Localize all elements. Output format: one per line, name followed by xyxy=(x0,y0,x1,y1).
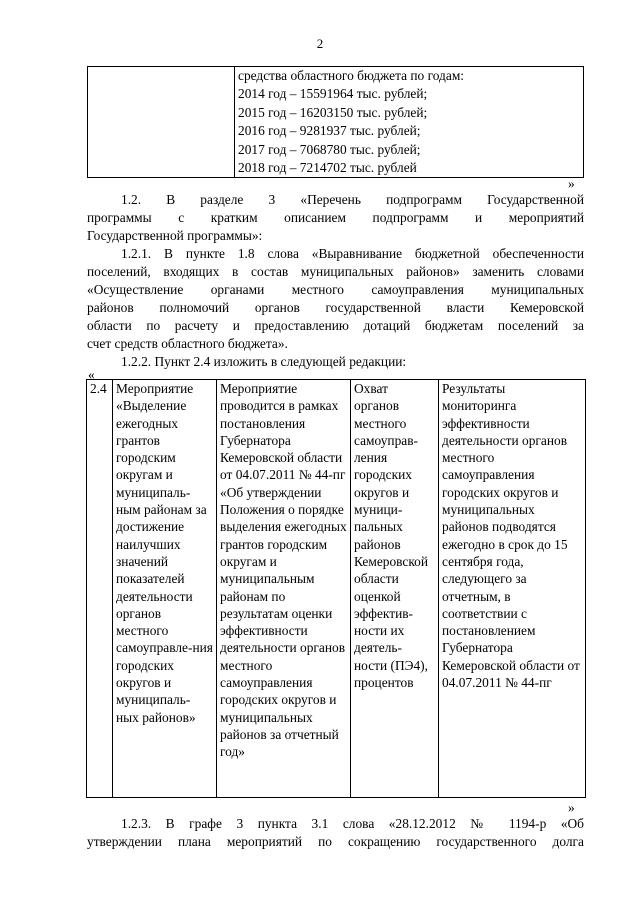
paragraph-line: поселений, входящих в состав муниципальных районов» заменить словами xyxy=(87,264,584,279)
paragraph-line: районов полномочий органов государственной власти Кемеровской xyxy=(87,300,584,315)
funding-line: средства областного бюджета по годам: xyxy=(238,68,465,83)
paragraph-line: области по расчету и предоставлению дотаций бюджетам поселений за xyxy=(87,318,584,333)
measure-number: 2.4 xyxy=(87,380,113,798)
paragraph-line: счет средств областного бюджета». xyxy=(87,336,288,351)
closing-quote: » xyxy=(568,176,575,191)
item-1-2-2: 1.2.2. Пункт 2.4 изложить в следующей редакции: xyxy=(121,354,407,369)
paragraph-line: 1.2.1. В пункте 1.8 слова «Выравнивание бюджетной обеспеченности xyxy=(121,246,584,261)
funding-line: 2018 год – 7214702 тыс. рублей xyxy=(238,160,417,176)
paragraph-line: 1.2.3. В графе 3 пункта 3.1 слова «28.12.2012 № 1194-р «Об xyxy=(121,816,584,831)
item-1-2-1 xyxy=(87,245,584,353)
paragraph-line: утверждении плана мероприятий по сокращению государственного долга xyxy=(87,834,584,849)
paragraph-line: Государственной программы»: xyxy=(87,228,263,243)
page-number: 2 xyxy=(316,36,324,51)
section-1-2 xyxy=(87,191,584,245)
funding-line: 2017 год – 7068780 тыс. рублей; xyxy=(238,141,421,157)
item-1-2-3 xyxy=(87,815,584,851)
funding-line: 2016 год – 9281937 тыс. рублей; xyxy=(238,123,421,139)
funding-empty-cell xyxy=(88,67,235,178)
measure-table xyxy=(86,379,586,798)
paragraph-line: программы с кратким описанием подпрограмм и мероприятий xyxy=(87,210,584,225)
funding-line: 2014 год – 15591964 тыс. рублей; xyxy=(238,86,428,102)
measure-name: Мероприятие «Выделение ежегодных грантов городским округам и муниципаль-ным районам за достижение наилучших значений показателей деятельности органов местного самоуправле-ния городских округов и муниципаль-ных районов» xyxy=(113,380,217,798)
measure-result: Результаты мониторинга эффективности деятельности органов местного самоуправления городских округов и муниципальных районов подводятся ежегодно в срок до 15 сентября года, следующего за отчетным, в соответствии с постановлением Губернатора Кемеровской области от 04.07.2011 № 44-пг xyxy=(439,380,586,798)
funding-text-cell xyxy=(235,67,584,178)
measure-basis: Мероприятие проводится в рамках постановления Губернатора Кемеровской области от 04.07.2011 № 44-пг «Об утверждении Положения о порядке выделения ежегодных грантов городским округам и муниципальным районам по результатам оценки эффективности деятельности органов местного самоуправления городских округов и муниципальных районов за отчетный год» xyxy=(217,380,351,798)
closing-quote: » xyxy=(568,800,575,815)
paragraph-line: «Осуществление органами местного самоуправления муниципальных xyxy=(87,282,584,297)
opening-quote: « xyxy=(88,367,95,382)
paragraph-line: 1.2. В разделе 3 «Перечень подпрограмм Государственной xyxy=(121,192,584,207)
funding-line: 2015 год – 16203150 тыс. рублей; xyxy=(238,104,428,120)
funding-table xyxy=(87,66,584,178)
measure-indicator: Охват органов местного самоуправ-ления городских округов и муници-пальных районов Кемеровской области оценкой эффектив-ности их деятель-ности (ПЭ4), процентов xyxy=(351,380,439,798)
